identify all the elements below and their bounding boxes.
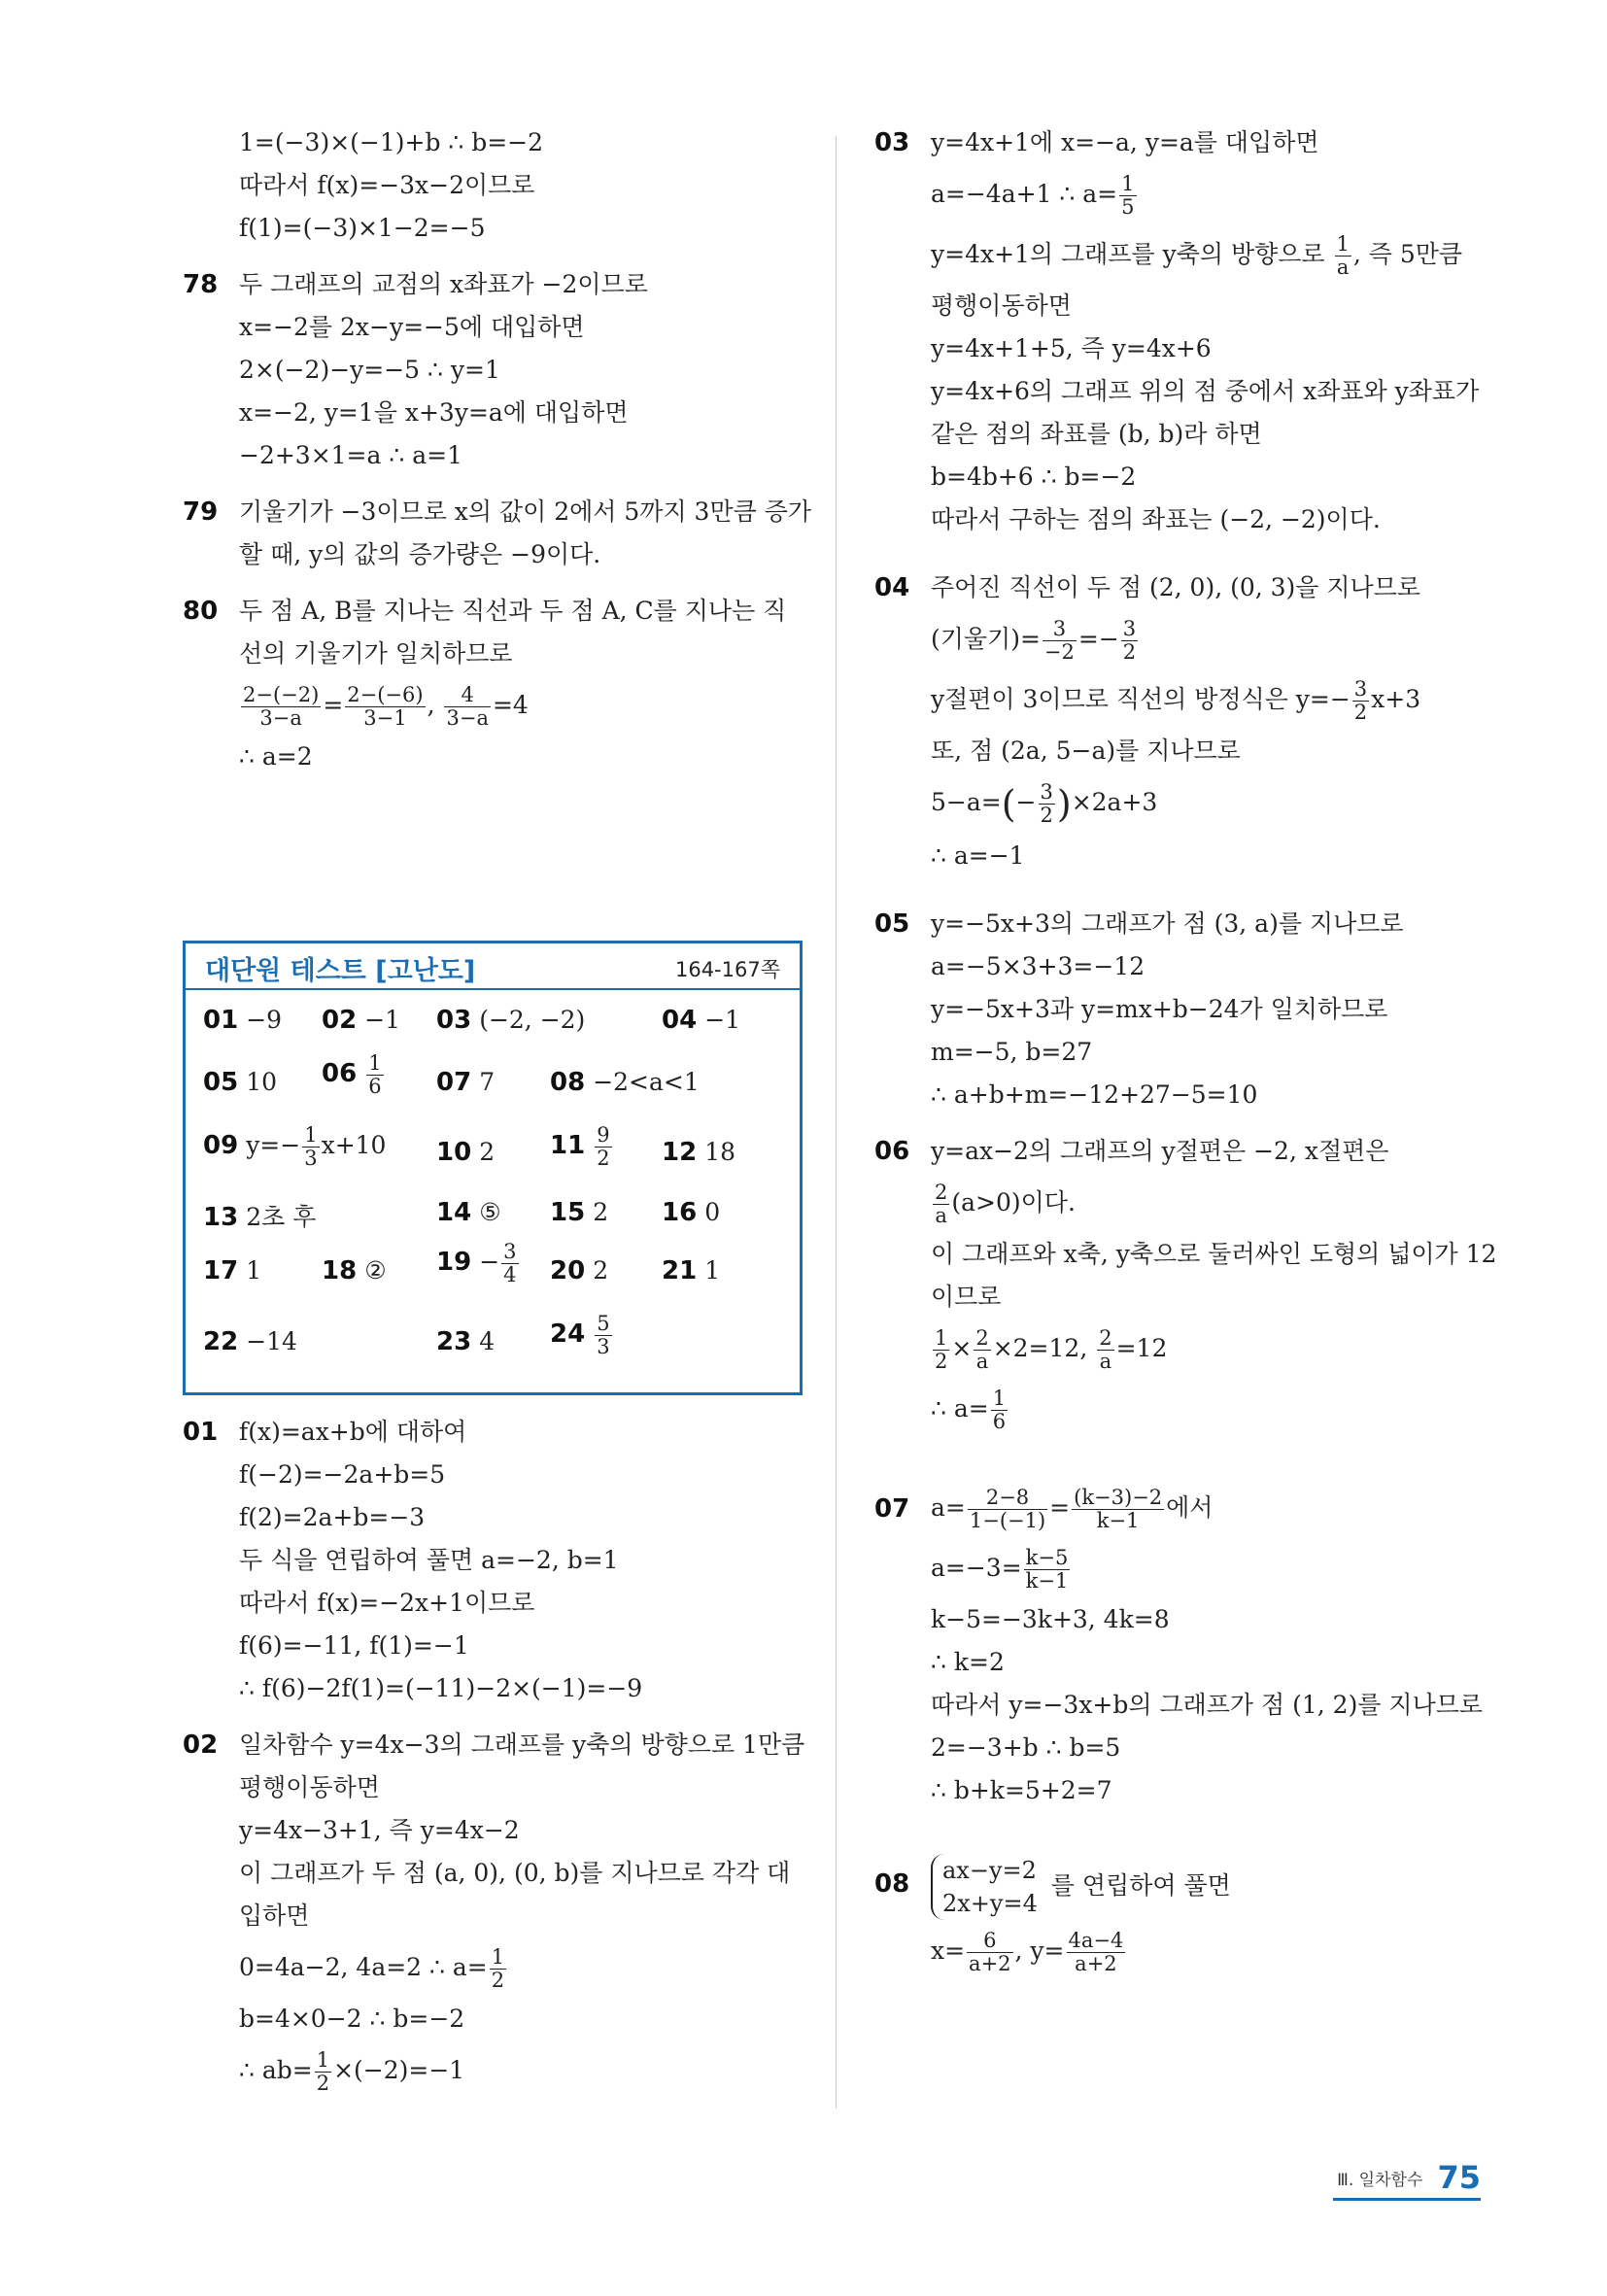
text-line: b=4×0−2 ∴ b=−2 <box>239 2005 465 2033</box>
text-line: 같은 점의 좌표를 (b, b)라 하면 <box>931 420 1262 448</box>
text-line: 일차함수 y=4x−3의 그래프를 y축의 방향으로 1만큼 <box>239 1731 805 1759</box>
equation-line: ∴ ab= $\frac{1}{2}$ ×(−2)=−1 <box>239 2048 465 2095</box>
text-line: 따라서 f(x)=−3x−2이므로 <box>239 171 535 199</box>
answer-23: 23 4 <box>436 1327 496 1356</box>
answer-19: 19 − $\frac{3}{4}$ <box>436 1240 517 1286</box>
solution-04 <box>874 566 1496 877</box>
text-line: m=−5, b=27 <box>931 1037 1093 1066</box>
text-line: −2+3×1=a ∴ a=1 <box>239 441 462 469</box>
text-line: 기울기가 −3이므로 x의 값이 2에서 5까지 3만큼 증가 <box>239 497 811 526</box>
answer-18: 18 ② <box>322 1256 387 1285</box>
text-line: f(x)=ax+b에 대하여 <box>239 1418 467 1446</box>
problem-number: 02 <box>183 1731 219 1760</box>
text-line: f(−2)=−2a+b=5 <box>239 1460 446 1489</box>
text-line: x=−2를 2x−y=−5에 대입하면 <box>239 313 585 341</box>
equation-line: a=−4a+1 ∴ a= $\frac{1}{5}$ <box>931 172 1135 219</box>
text-line: x=−2, y=1을 x+3y=a에 대입하면 <box>239 398 629 427</box>
text-line: 입하면 <box>239 1902 310 1930</box>
text-line: 평행이동하면 <box>931 291 1072 320</box>
text-line: 이므로 <box>931 1282 1002 1311</box>
text-line: k−5=−3k+3, 4k=8 <box>931 1604 1170 1633</box>
solution-05 <box>874 903 1496 1116</box>
solution-07 <box>874 1478 1496 1812</box>
page-number: 75 <box>1437 2159 1481 2196</box>
solution-01 <box>183 1411 804 1710</box>
answer-05: 05 10 <box>203 1068 277 1097</box>
answer-box-title: 대단원 테스트 [고난도] <box>205 956 476 986</box>
text-line: 2×(−2)−y=−5 ∴ y=1 <box>239 356 500 384</box>
answer-box-header <box>186 943 800 990</box>
answer-03: 03 (−2, −2) <box>436 1006 586 1035</box>
text-line: ∴ a=−1 <box>931 840 1025 870</box>
text-line: 1=(−3)×(−1)+b ∴ b=−2 <box>239 128 544 156</box>
text-line: 선의 기울기가 일치하므로 <box>239 639 513 668</box>
answer-14: 14 ⑤ <box>436 1198 501 1227</box>
equation-line: y=4x+1의 그래프를 y축의 방향으로 $\frac{1}{a}$ , 즉 5만큼 <box>931 232 1463 279</box>
fraction: $\frac{4}{3-a}$ <box>446 683 489 730</box>
unit-test-answer-box <box>183 941 803 1395</box>
fraction: $\frac{2-(-6)}{3-1}$ <box>347 683 424 730</box>
text-line: 할 때, y의 값의 증가량은 −9이다. <box>239 540 601 568</box>
answer-08: 08 −2<a<1 <box>550 1068 700 1097</box>
solution-06 <box>874 1130 1496 1439</box>
answer-09: 09 y=− $\frac{1}{3}$ x+10 <box>203 1123 387 1170</box>
answer-13: 13 2초 후 <box>203 1203 317 1232</box>
problem-number: 06 <box>874 1136 910 1166</box>
text-line: ∴ k=2 <box>931 1647 1005 1676</box>
answer-20: 20 2 <box>550 1256 609 1285</box>
text-line: y=−5x+3과 y=mx+b−24가 일치하므로 <box>931 994 1388 1023</box>
equation-line: $\frac{1}{2}$ × $\frac{2}{a}$ ×2=12, $\frac{2}{a}$ =12 <box>935 1325 1168 1373</box>
equation-line: 5−a=(− $\frac{3}{2}$ )×2a+3 <box>931 780 1158 827</box>
equation-line: ax−y=2 2x+y=4 를 연립하여 풀면 <box>931 1851 1496 1921</box>
equation-line: 0=4a−2, 4a=2 ∴ a= $\frac{1}{2}$ <box>239 1945 505 1992</box>
answer-15: 15 2 <box>550 1198 609 1227</box>
text-line: 두 그래프의 교점의 x좌표가 −2이므로 <box>239 270 648 298</box>
problem-number: 78 <box>183 270 219 299</box>
text-line: 평행이동하면 <box>239 1773 380 1801</box>
answer-07: 07 7 <box>436 1068 496 1097</box>
equation-line: a= $\frac{2-8}{1-(-1)}$ = $\frac{(k-3)-2}{k-1}$ 에서 <box>931 1485 1214 1532</box>
text-line: ∴ f(6)−2f(1)=(−11)−2×(−1)=−9 <box>239 1674 643 1702</box>
text-line: 2=−3+b ∴ b=5 <box>931 1732 1121 1762</box>
left-column-bottom <box>183 1411 804 2101</box>
text-line: ∴ a+b+m=−12+27−5=10 <box>931 1079 1258 1109</box>
page-footer <box>1337 2159 1481 2196</box>
text-line: ∴ a=2 <box>239 742 313 771</box>
solution-77-continued <box>183 121 804 250</box>
answer-21: 21 1 <box>662 1256 721 1285</box>
problem-number: 04 <box>874 573 910 602</box>
answer-box-pages: 164-167쪽 <box>674 958 780 981</box>
text-line: 이 그래프가 두 점 (a, 0), (0, b)를 지나므로 각각 대 <box>239 1859 791 1887</box>
fraction: $\frac{2-(-2)}{3-a}$ <box>243 683 320 730</box>
text-line: 이 그래프와 x축, y축으로 둘러싸인 도형의 넓이가 12 <box>931 1239 1497 1268</box>
text-line: 따라서 구하는 점의 좌표는 (−2, −2)이다. <box>931 505 1381 533</box>
solution-03 <box>874 121 1496 541</box>
equation-line: $\frac{2}{a}$ (a>0)이다. <box>935 1180 1076 1227</box>
problem-number: 79 <box>183 497 219 527</box>
answer-04: 04 −1 <box>662 1006 741 1035</box>
problem-number: 07 <box>874 1493 910 1524</box>
text-line: f(6)=−11, f(1)=−1 <box>239 1631 469 1660</box>
column-divider <box>836 136 837 2108</box>
text-line: 따라서 f(x)=−2x+1이므로 <box>239 1589 535 1617</box>
problem-number: 08 <box>874 1868 910 1899</box>
solution-08 <box>874 1851 1496 1981</box>
solution-02 <box>183 1724 804 2101</box>
text-line: 두 식을 연립하여 풀면 a=−2, b=1 <box>239 1546 619 1574</box>
equation-system: ax−y=2 2x+y=4 <box>931 1854 1043 1920</box>
text-line: y=4x+6의 그래프 위의 점 중에서 x좌표와 y좌표가 <box>931 377 1480 405</box>
text-line: 주어진 직선이 두 점 (2, 0), (0, 3)을 지나므로 <box>931 573 1421 601</box>
left-column <box>183 121 811 778</box>
answer-02: 02 −1 <box>322 1006 401 1035</box>
problem-number: 80 <box>183 597 219 626</box>
text-line: y=ax−2의 그래프의 y절편은 −2, x절편은 <box>931 1136 1389 1165</box>
problem-number: 03 <box>874 128 910 157</box>
answer-12: 12 18 <box>662 1138 735 1167</box>
answer-22: 22 −14 <box>203 1327 297 1356</box>
solution-80 <box>183 590 804 778</box>
text-line: 따라서 y=−3x+b의 그래프가 점 (1, 2)를 지나므로 <box>931 1690 1484 1719</box>
equation-line: y절편이 3이므로 직선의 방정식은 y=− $\frac{3}{2}$ x+3 <box>931 677 1421 724</box>
text-line: y=−5x+3의 그래프가 점 (3, a)를 지나므로 <box>931 908 1404 938</box>
equation-line: x= $\frac{6}{a+2}$ , y= $\frac{4a-4}{a+2}$ <box>931 1928 1124 1975</box>
equation-line: $\frac{2-(-2)}{3-a}$ = $\frac{2-(-6)}{3-1}$ , $\frac{4}{3-a}$ =4 <box>243 683 529 730</box>
text-line: 두 점 A, B를 지나는 직선과 두 점 A, C를 지나는 직 <box>239 597 787 625</box>
answer-17: 17 1 <box>203 1256 262 1285</box>
equation-line: ∴ a= $\frac{1}{6}$ <box>931 1386 1007 1433</box>
footer-rule <box>1333 2198 1481 2201</box>
text-line: b=4b+6 ∴ b=−2 <box>931 463 1137 491</box>
text-line: a=−5×3+3=−12 <box>931 951 1145 980</box>
text-line: ∴ b+k=5+2=7 <box>931 1775 1112 1804</box>
solution-79 <box>183 491 811 576</box>
right-column <box>874 121 1496 1981</box>
text-line: 또, 점 (2a, 5−a)를 지나므로 <box>931 737 1241 765</box>
text-line: y=4x−3+1, 즉 y=4x−2 <box>239 1816 520 1844</box>
problem-number: 01 <box>183 1418 219 1447</box>
answer-01: 01 −9 <box>203 1006 283 1035</box>
chapter-label: Ⅲ. 일차함수 <box>1337 2170 1423 2190</box>
equation-line: a=−3= $\frac{k-5}{k-1}$ <box>931 1545 1069 1593</box>
problem-number: 05 <box>874 908 910 939</box>
equation-line: (기울기)= $\frac{3}{-2}$ =− $\frac{3}{2}$ <box>931 617 1137 664</box>
answer-16: 16 0 <box>662 1198 721 1227</box>
text-line: y=4x+1+5, 즉 y=4x+6 <box>931 334 1212 362</box>
text-line: f(1)=(−3)×1−2=−5 <box>239 214 486 242</box>
text-line: y=4x+1에 x=−a, y=a를 대입하면 <box>931 128 1319 156</box>
text-line: f(2)=2a+b=−3 <box>239 1503 426 1531</box>
answer-11: 11 $\frac{9}{2}$ <box>550 1123 610 1170</box>
answer-24: 24 $\frac{5}{3}$ <box>550 1312 610 1358</box>
answer-10: 10 2 <box>436 1138 496 1167</box>
solution-78 <box>183 263 804 477</box>
answer-06: 06 $\frac{1}{6}$ <box>322 1051 382 1098</box>
